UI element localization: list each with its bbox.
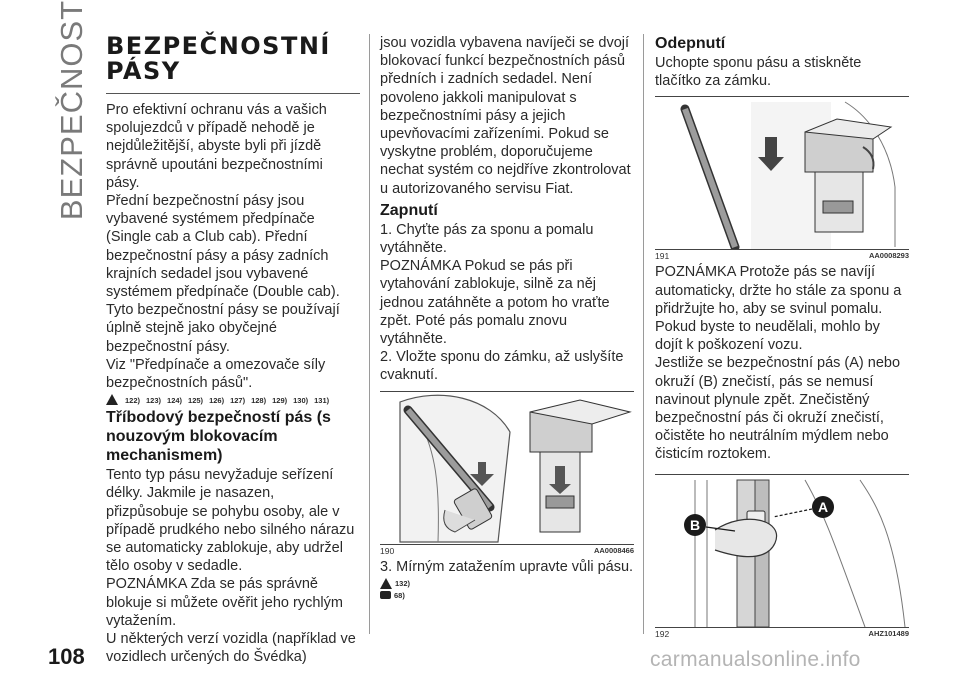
paragraph: jsou vozidla vybavena navíječi se dvojí blokovací funkcí bezpečnostních pásů předních i zadních sedadel. Není povoleno jakkoli manipulovat s bezpečnostními pásy a jejich upevňovacími zařízeními. Pokud se vyskytne problém, doporučujeme nechat systém co nejdříve zkontrolovat u autorizovaného servisu Fiat. (380, 35, 631, 197)
page-number: 108 (48, 644, 85, 669)
environment-icon (380, 591, 391, 599)
warning-references: 122) 123) 124) 125) 126) 127) 128) 129) 130) 131) (106, 394, 360, 405)
chapter-title: BEZPEČNOSTNÍ PÁSY (106, 32, 331, 85)
paragraph: 3. Mírným zatažením upravte vůli pásu. (380, 558, 634, 575)
title-rule (106, 93, 360, 94)
figure-190 (380, 391, 634, 545)
column-1 (106, 34, 360, 666)
column-divider (369, 34, 370, 634)
belt-cleaning-illustration (655, 475, 909, 627)
figure-191 (655, 96, 909, 250)
warning-reference: 132) (380, 578, 634, 589)
paragraph: Jestliže se bezpečnostní pás (A) nebo okruží (B) znečistí, pás se nemusí navinout plynule zpět. Znečistěný bezpečnostní pás či okruží znečistí, očistěte ho neutrálním mýdlem nebo čisticím roztokem. (655, 355, 901, 463)
warning-icon (380, 578, 392, 589)
figure-caption: 192 AHZ101489 (655, 628, 909, 639)
warning-icon (106, 394, 118, 405)
paragraph: Uchopte sponu pásu a stiskněte tlačítko za zámku. (655, 55, 862, 90)
column-3 (655, 34, 909, 639)
watermark: carmanualsonline.info (650, 648, 861, 671)
section-side-tab: BEZPEČNOST (54, 0, 89, 221)
buckle-release-illustration (655, 97, 909, 249)
paragraph: Přední bezpečnostní pásy jsou vybavené systémem předpínače (Single cab a Club cab). Přední bezpečnostní pásy a pásy zadních krajních sedadel jsou vybavené systémem předpínače (Double cab). (106, 193, 340, 301)
column-2 (380, 34, 634, 600)
paragraph: Viz "Předpínače a omezovače síly bezpečnostních pásů". (106, 356, 326, 392)
paragraph: POZNÁMKA Zda se pás správně blokuje si můžete ověřit jeho rychlým vytažením. (106, 576, 343, 629)
figure-192 (655, 474, 909, 628)
paragraph: 2. Vložte sponu do zámku, až uslyšíte cvaknutí. (380, 349, 624, 384)
paragraph: POZNÁMKA Pokud se pás při vytahování zablokuje, silně za něj jednou zatáhněte a potom ho vraťte zpět. Poté pás pomalu znovu vytáhněte. (380, 258, 610, 348)
figure-caption: 191 AA0008293 (655, 251, 909, 262)
paragraph: U některých verzí vozidla (například ve vozidlech určených do Švédka) (106, 631, 356, 666)
subheading: Tříbodový bezpečností pás (s nouzovým blokovacím mechanismem) (106, 409, 331, 465)
paragraph: 1. Chyťte pás za sponu a pomalu vytáhněte. (380, 221, 594, 257)
paragraph: Tento typ pásu nevyžaduje seřízení délky. Jakmile je nasazen, přizpůsobuje se pohybu osoby, ale v případě prudkého nebo silného nárazu se automaticky zablokuje, aby udržel tělo osoby v sedadle. (106, 467, 355, 575)
paragraph: POZNÁMKA Protože pás se navíjí automaticky, držte ho stále za sponu a přidržujte ho, aby se svinul pomalu. Pokud byste to neudělali, mohlo by dojít k poškození vozu. (655, 264, 902, 354)
paragraph: Tyto bezpečnostní pásy se používají úplně stejně jako obyčejné bezpečnostní pásy. (106, 302, 340, 355)
callout-label-a: A (817, 498, 829, 515)
callout-label-b: B (689, 516, 701, 533)
figure-caption: 190 AA0008466 (380, 545, 634, 556)
column-divider (643, 34, 644, 634)
heading-zapnuti: Zapnutí (380, 201, 438, 219)
heading-odepnuti: Odepnutí (655, 35, 726, 52)
note-reference: 68) (380, 591, 634, 600)
buckle-insert-illustration (380, 392, 634, 544)
paragraph: Pro efektivní ochranu vás a vašich spolujezdců v případě nehodě je nejdůležitější, abyste byli při jízdě správně upoutáni bezpečnostními pásy. (106, 102, 327, 191)
